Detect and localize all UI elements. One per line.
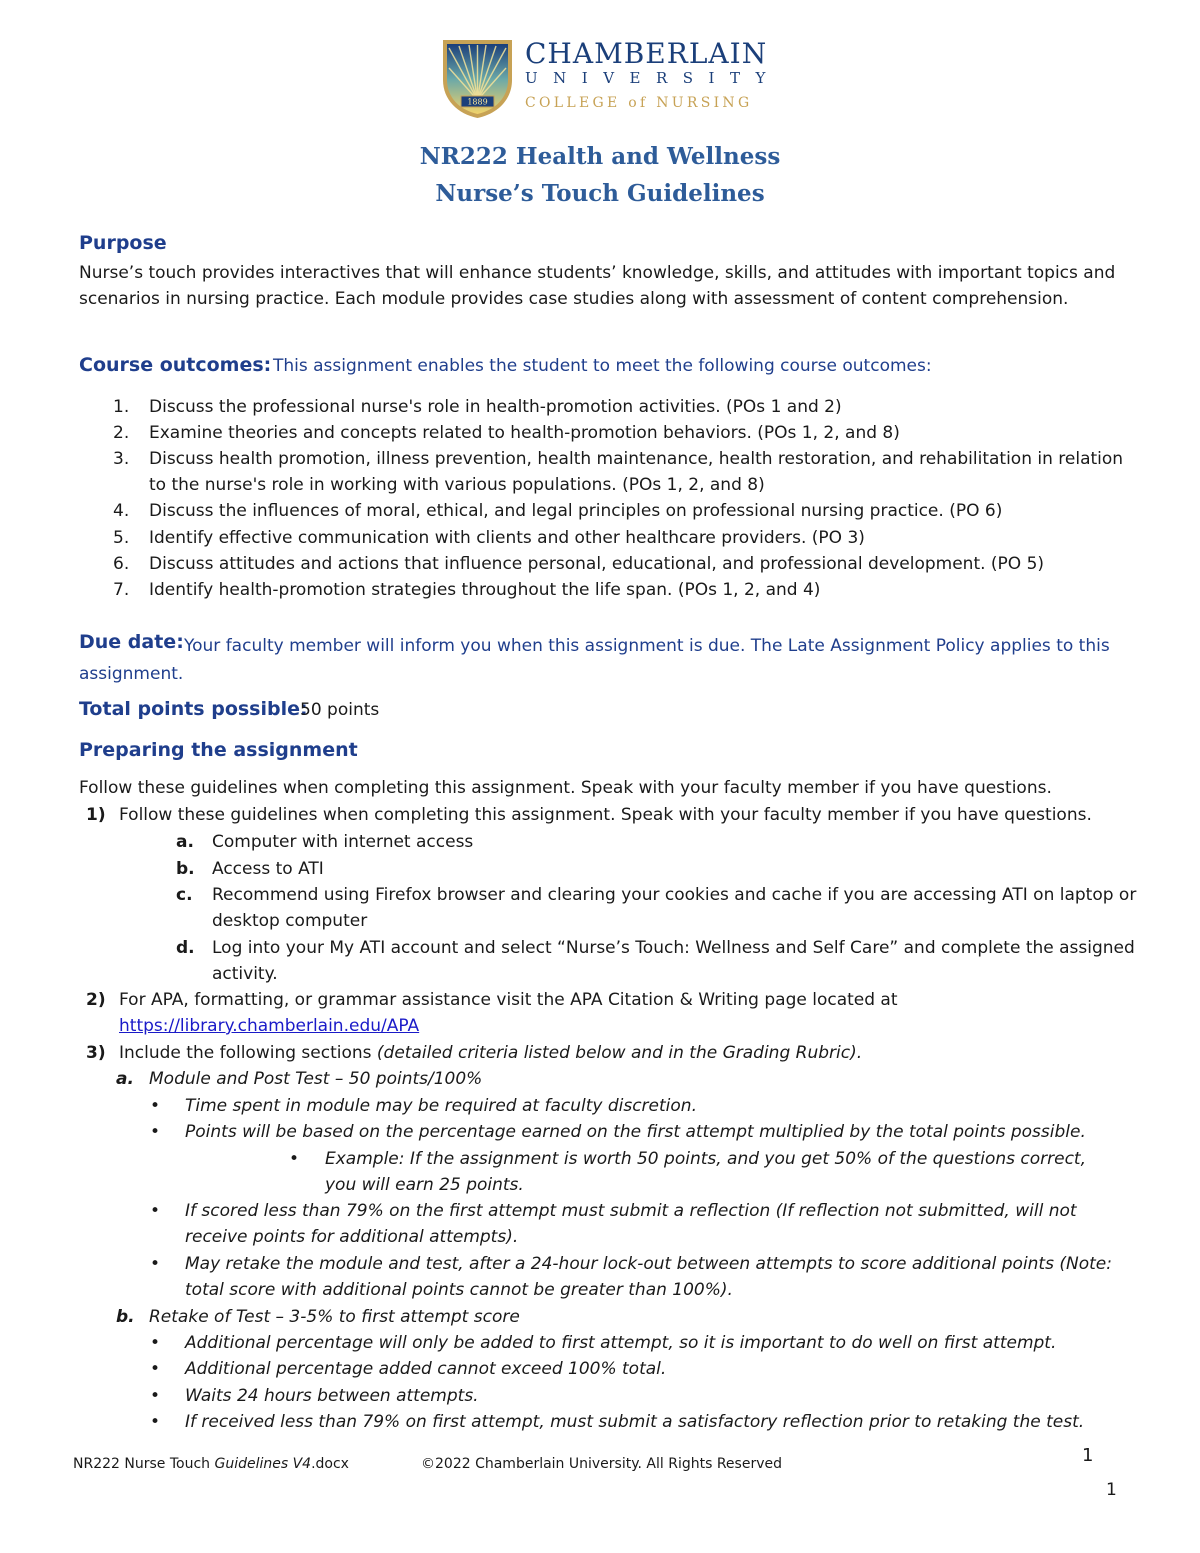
section-1a-number: a. (176, 832, 194, 852)
outcome-number: 3. (113, 449, 130, 469)
bullet-icon: • (150, 1333, 161, 1353)
bullet-icon: • (289, 1149, 300, 1169)
section-2-number: 2) (86, 990, 106, 1010)
section-1c-text: Recommend using Firefox browser and clearing your cookies and cache if you are accessing ATI on laptop or desktop computer (212, 885, 1137, 931)
section-3b-bullet-4: If received less than 79% on first attempt, must submit a satisfactory reflection prior to retaking the test. (185, 1412, 1085, 1432)
bullet-icon: • (150, 1386, 161, 1406)
total-points-value: 50 points (300, 700, 380, 720)
section-3b-bullet-3: Waits 24 hours between attempts. (185, 1386, 479, 1406)
section-3a-text: Module and Post Test – 50 points/100% (149, 1069, 483, 1089)
section-1d-number: d. (176, 938, 195, 958)
section-1b-number: b. (176, 859, 195, 879)
outcome-text: Discuss the influences of moral, ethical, and legal principles on professional nursing practice. (PO 6) (149, 501, 1003, 521)
section-3b-number: b. (116, 1307, 135, 1327)
section-1d-text: Log into your My ATI account and select “Nurse’s Touch: Wellness and Self Care” and complete the assigned activity. (212, 938, 1135, 984)
section-3-number: 3) (86, 1043, 106, 1063)
preparing-heading: Preparing the assignment (79, 739, 358, 761)
document-title: NR222 Health and Wellness (419, 143, 781, 170)
footer-filename-italic: Guidelines V4 (214, 1456, 312, 1472)
shield-icon (441, 38, 514, 120)
section-3a-bullet-1: Time spent in module may be required at faculty discretion. (185, 1096, 697, 1116)
bullet-icon: • (150, 1201, 161, 1221)
purpose-heading: Purpose (79, 232, 167, 254)
footer-filename (73, 1456, 349, 1472)
due-date-body: Your faculty member will inform you when this assignment is due. The Late Assignment Policy applies to this assignment. (79, 636, 1110, 684)
section-1a-text: Computer with internet access (212, 832, 474, 852)
outcome-number: 7. (113, 580, 130, 600)
section-3-text-plain: Include the following sections (119, 1043, 377, 1063)
section-3b-bullet-2: Additional percentage added cannot exceed 100% total. (185, 1359, 667, 1379)
section-3b-text: Retake of Test – 3-5% to first attempt score (149, 1307, 520, 1327)
outcome-number: 6. (113, 554, 130, 574)
outcome-text: Discuss attitudes and actions that influence personal, educational, and professional development. (PO 5) (149, 554, 1045, 574)
section-1-text: Follow these guidelines when completing this assignment. Speak with your faculty member if you have questions. (119, 805, 1092, 825)
outcome-text: Identify effective communication with clients and other healthcare providers. (PO 3) (149, 528, 865, 548)
purpose-body: Nurse’s touch provides interactives that will enhance students’ knowledge, skills, and attitudes with important topics and scenarios in nursing practice. Each module provides case studies along with assessment of content comprehension. (79, 263, 1116, 309)
outcome-text: Discuss the professional nurse's role in health-promotion activities. (POs 1 and 2) (149, 397, 842, 417)
section-3a-bullet-3: If scored less than 79% on the first attempt must submit a reflection (If reflection not submitted, will not receive points for additional attempts). (185, 1201, 1077, 1247)
apa-link[interactable]: https://library.chamberlain.edu/APA (119, 1016, 420, 1036)
outcome-text: Discuss health promotion, illness prevention, health maintenance, health restoration, and rehabilitation in relation to the nurse's role in working with various populations. (POs 1, 2, and 8) (149, 449, 1124, 495)
page-number-secondary: 1 (1106, 1480, 1117, 1500)
outcome-number: 4. (113, 501, 130, 521)
bullet-icon: • (150, 1096, 161, 1116)
preparing-intro: Follow these guidelines when completing this assignment. Speak with your faculty member if you have questions. (79, 778, 1052, 798)
outcome-number: 1. (113, 397, 130, 417)
section-3-text (119, 1040, 1139, 1066)
outcome-text: Examine theories and concepts related to health-promotion behaviors. (POs 1, 2, and 8) (149, 423, 900, 443)
outcomes-heading: Course outcomes: (79, 354, 272, 376)
logo-college: COLLEGE of NURSING (525, 95, 753, 111)
bullet-icon: • (150, 1359, 161, 1379)
outcome-number: 2. (113, 423, 130, 443)
bullet-icon: • (150, 1122, 161, 1142)
section-3a-number: a. (116, 1069, 134, 1089)
logo-name: CHAMBERLAIN (525, 37, 768, 70)
bullet-icon: • (150, 1254, 161, 1274)
bullet-icon: • (150, 1412, 161, 1432)
logo-wordmark (525, 37, 781, 120)
section-2-text: For APA, formatting, or grammar assistance visit the APA Citation & Writing page located at (119, 990, 898, 1010)
chamberlain-logo (441, 37, 781, 120)
outcome-number: 5. (113, 528, 130, 548)
section-3a-bullet-2-sub: Example: If the assignment is worth 50 points, and you get 50% of the questions correct, you will earn 25 points. (325, 1149, 1086, 1195)
svg-text:1889: 1889 (467, 97, 488, 107)
section-3a-bullet-4: May retake the module and test, after a 24-hour lock-out between attempts to score additional points (Note: total score with additional points cannot be greater than 100%). (185, 1254, 1112, 1300)
document-subtitle: Nurse’s Touch Guidelines (435, 180, 765, 207)
logo-university: UNIVERSITY (525, 69, 781, 87)
footer-filename-prefix: NR222 Nurse Touch (73, 1456, 215, 1472)
section-1c-number: c. (176, 885, 193, 905)
total-points-heading: Total points possible: (79, 698, 308, 720)
section-3b-bullet-1: Additional percentage will only be added to first attempt, so it is important to do well on first attempt. (185, 1333, 1057, 1353)
outcome-text: Identify health-promotion strategies throughout the life span. (POs 1, 2, and 4) (149, 580, 821, 600)
section-3a-bullet-2: Points will be based on the percentage earned on the first attempt multiplied by the total points possible. (185, 1122, 1086, 1142)
section-1-number: 1) (86, 805, 106, 825)
due-date-heading: Due date: (79, 631, 184, 653)
footer-filename-suffix: .docx (311, 1456, 349, 1472)
footer-copyright: ©2022 Chamberlain University. All Rights Reserved (421, 1456, 782, 1472)
page-number: 1 (1082, 1445, 1094, 1466)
section-1b-text: Access to ATI (212, 859, 324, 879)
outcomes-intro: This assignment enables the student to meet the following course outcomes: (273, 356, 932, 376)
section-3-text-italic: (detailed criteria listed below and in the Grading Rubric). (376, 1043, 863, 1063)
